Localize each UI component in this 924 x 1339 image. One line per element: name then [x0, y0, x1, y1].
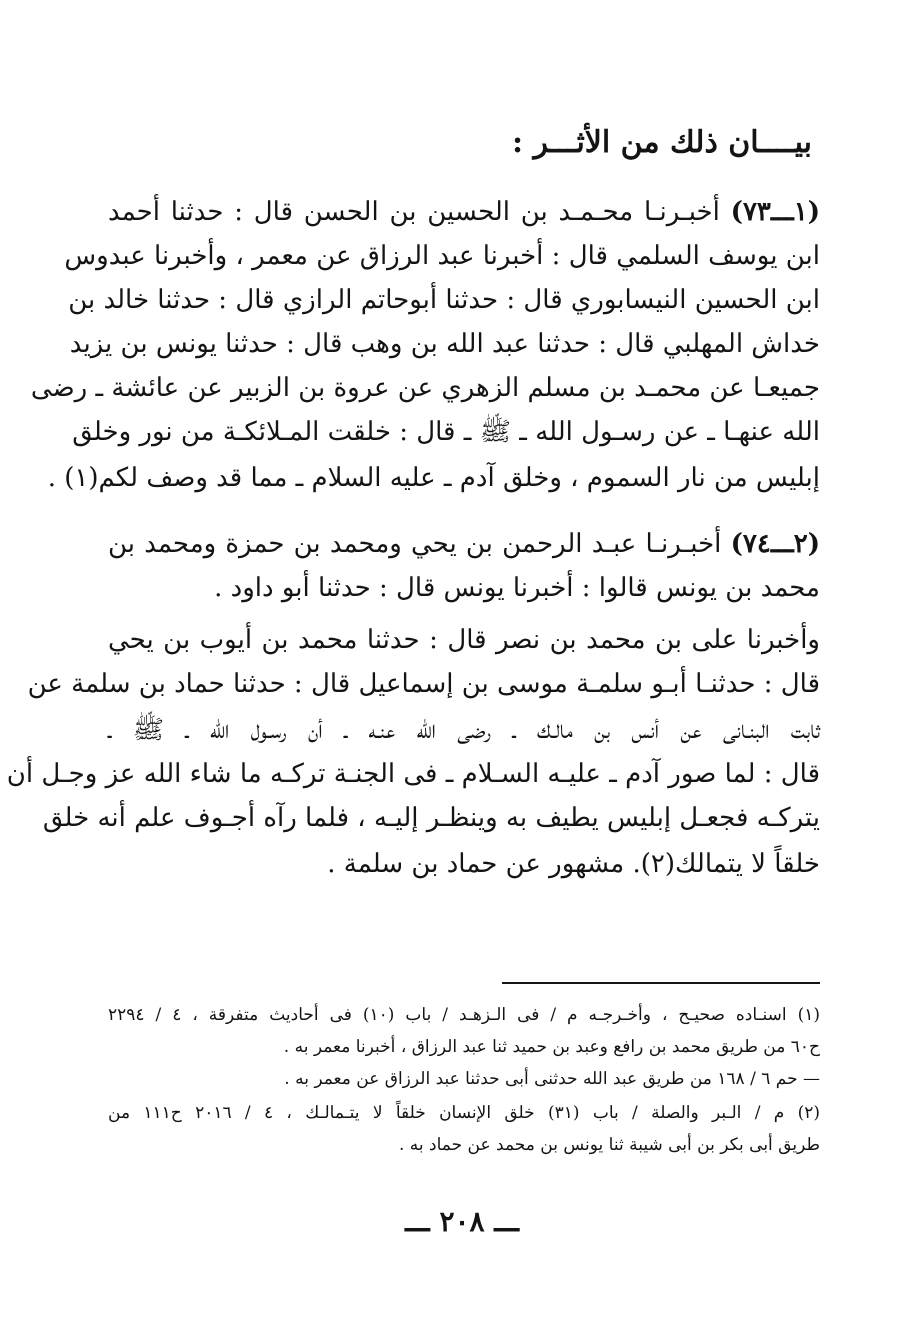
page-number: ـــ ٢٠٨ ـــ	[405, 1205, 519, 1238]
hadith-2-line-2: محمد بن يونس قالوا : أخبرنا يونس قال : حدثنا أبو داود .	[214, 573, 820, 603]
footnote-1-line-2: ح٦٠ من طريق محمد بن رافع وعبد بن حميد ثنا عبد الرزاق ، أخبرنا معمر به .	[283, 1037, 820, 1057]
hadith-1-line-1: (١ـــ٧٣) أخبـرنـا محـمـد بن الحسين بن الحسن قال : حدثنا أحمد	[108, 197, 821, 227]
hadith-1-line-7: إبليس من نار السموم ، وخلق آدم ـ عليه السلام ـ مما قد وصف لكم(١) .	[47, 463, 820, 493]
paragraph-3-line-4: قال : لما صور آدم ـ عليـه السـلام ـ فى الجنـة تركـه ما شاء الله عز وجـل أن	[6, 759, 820, 789]
footnote-2-line-2: طريق أبى بكر بن أبى شيبة ثنا يونس بن محمد عن حماد به .	[399, 1135, 820, 1155]
hadith-1-line-2: ابن يوسف السلمي قال : أخبرنا عبد الرزاق عن معمر ، وأخبرنا عبدوس	[64, 241, 820, 271]
paragraph-3-line-2: قال : حدثنـا أبـو سلمـة موسى بن إسماعيل قال : حدثنا حماد بن سلمة عن	[27, 669, 820, 699]
hadith-2-line-1: (٢ـــ٧٤) أخبـرنـا عبـد الرحمن بن يحي ومحمد بن حمزة ومحمد بن	[108, 529, 820, 559]
footnote-2-line-1: (٢) م / الـبر والصلة / باب (٣١) خلق الإنسان خلقاً لا يتـمالـك ، ٤ / ٢٠١٦ ح١١١ من	[108, 1103, 820, 1123]
section-heading: بيــــان ذلك من الأثـــر :	[512, 125, 812, 160]
footnote-1-line-1: (١) اسنـاده صحيـح ، وأخـرجـه م / فى الـزهـد / باب (١٠) فى أحاديث متفرقة ، ٤ / ٢٢٩٤	[108, 1005, 820, 1025]
footnote-divider	[502, 982, 820, 984]
footnote-1-line-3: — حم ٦ / ١٦٨ من طريق عبد الله حدثنى أبى حدثنا عبد الرزاق عن معمر به .	[284, 1069, 820, 1089]
hadith-2-number: (٢ـــ٧٤)	[730, 529, 820, 559]
hadith-1-line-6: الله عنهـا ـ عن رسـول الله ـ ﷺ ـ قال : خلقت المـلائكـة من نور وخلق	[72, 417, 820, 447]
hadith-1-line-3: ابن الحسين النيسابوري قال : حدثنا أبوحاتم الرازي قال : حدثنا خالد بن	[68, 285, 820, 315]
hadith-1-line-5: جميعـا عن محمـد بن مسلم الزهري عن عروة بن الزبير عن عائشة ـ رضى	[30, 373, 820, 403]
paragraph-3-line-3: ثابت البنـانى عن أنس بن مالـك ـ رضى الله عنـه ـ أن رسـول الله ـ ﷺ ـ	[108, 715, 820, 745]
hadith-1-line-4: خداش المهلبي قال : حدثنا عبد الله بن وهب قال : حدثنا يونس بن يزيد	[69, 329, 820, 359]
paragraph-3-line-5: يتركـه فجعـل إبليس يطيف به وينظـر إليـه ، فلما رآه أجـوف علم أنه خلق	[42, 803, 820, 833]
paragraph-3-line-6: خلقاً لا يتمالك(٢). مشهور عن حماد بن سلمة .	[327, 849, 820, 879]
hadith-1-number: (١ـــ٧٣)	[730, 197, 821, 227]
paragraph-3-line-1: وأخبرنا على بن محمد بن نصر قال : حدثنا محمد بن أيوب بن يحي	[108, 625, 820, 655]
